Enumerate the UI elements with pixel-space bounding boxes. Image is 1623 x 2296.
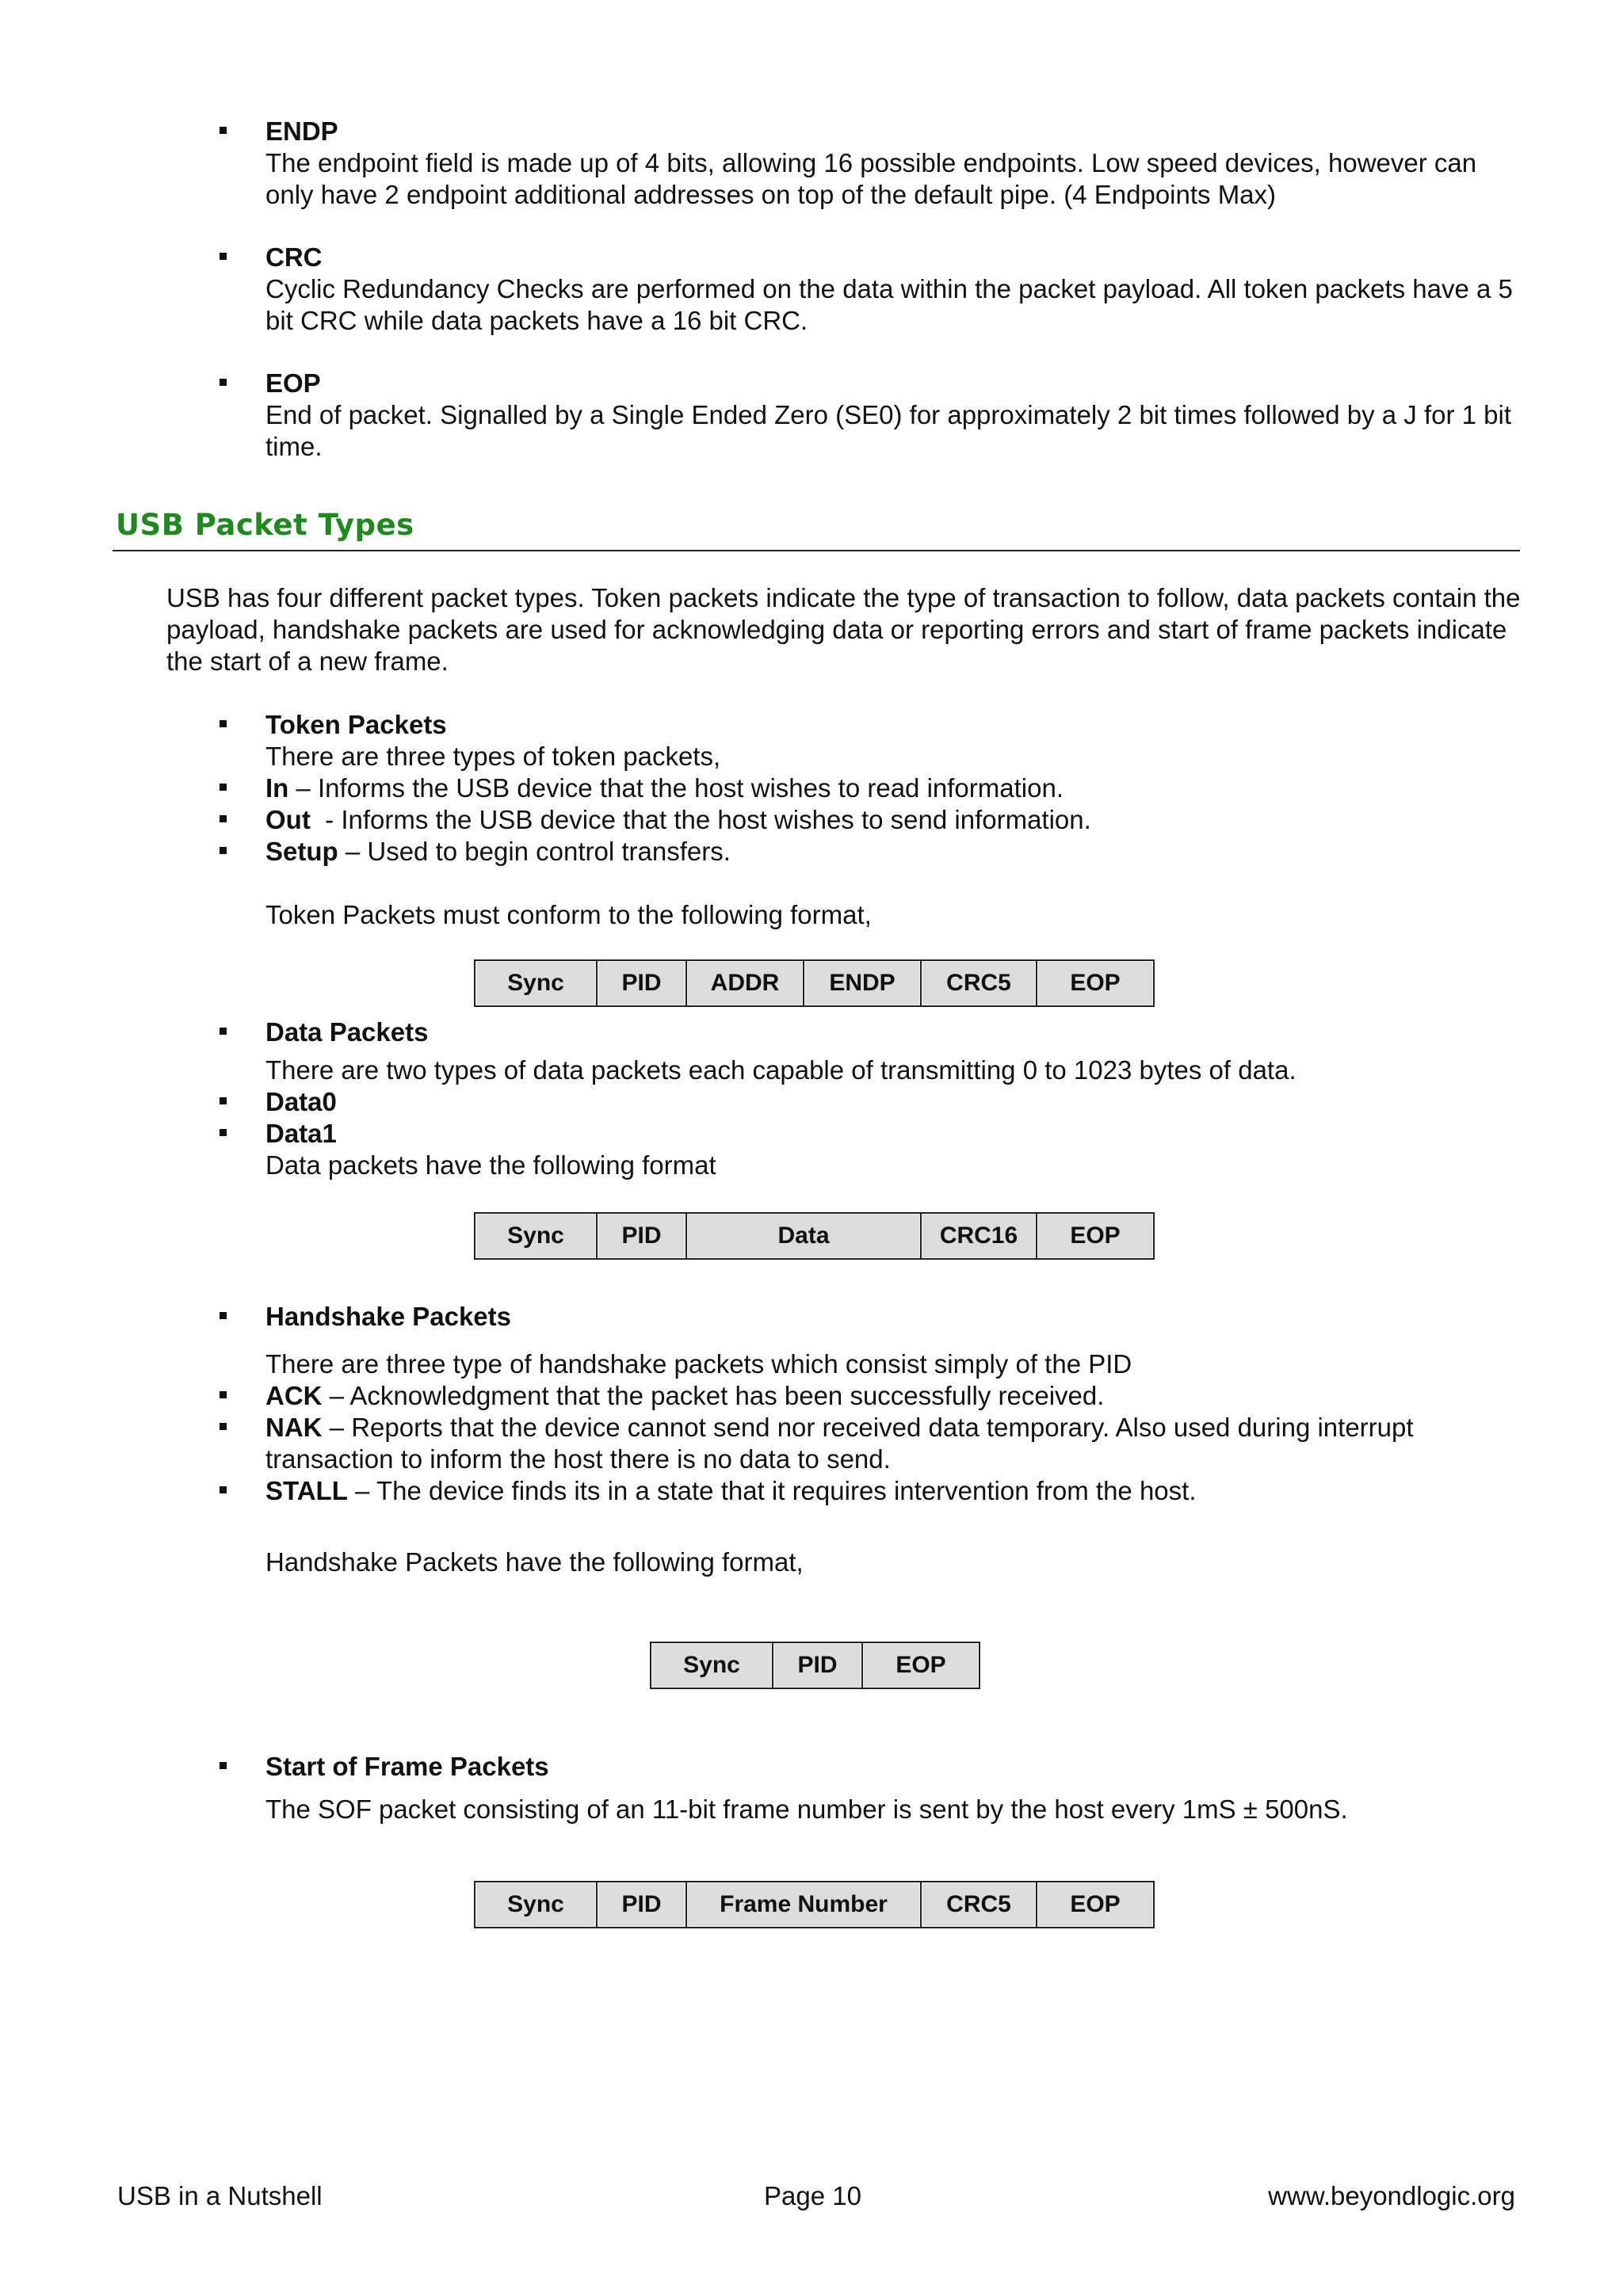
field-cell: EOP <box>1037 960 1154 1006</box>
field-cell: Sync <box>651 1642 773 1688</box>
bullet-icon <box>220 253 227 260</box>
bullet-icon <box>220 1486 227 1493</box>
token-format-text: Token Packets must conform to the following format, <box>265 900 872 929</box>
data-intro: There are two types of data packets each capable of transmitting 0 to 1023 bytes of data. <box>265 1055 1296 1085</box>
handshake-type-stall: STALL <box>265 1476 348 1505</box>
handshake-type-list <box>167 1380 1518 1507</box>
term-eop: EOP <box>265 368 321 398</box>
footer-website: www.beyondlogic.org <box>1268 2181 1515 2210</box>
term-crc: CRC <box>265 242 323 272</box>
handshake-title: Handshake Packets <box>265 1302 512 1331</box>
field-cell: PID <box>597 1213 686 1259</box>
field-cell: PID <box>597 960 686 1006</box>
handshake-packet-format <box>650 1642 980 1689</box>
bullet-icon <box>220 1312 227 1319</box>
token-type-out: Out <box>265 805 311 834</box>
token-type-out-desc: - Informs the USB device that the host wishes to send information. <box>310 805 1091 834</box>
sof-packet-format <box>474 1881 1155 1928</box>
bullet-icon <box>220 847 227 854</box>
token-intro: There are three types of token packets, <box>265 742 721 771</box>
field-cell: PID <box>597 1882 686 1928</box>
bullet-icon <box>220 1097 227 1104</box>
sof-title: Start of Frame Packets <box>265 1752 549 1781</box>
field-cell: CRC5 <box>921 1882 1037 1928</box>
bullet-icon <box>220 1423 227 1430</box>
field-cell: Sync <box>475 1882 597 1928</box>
token-title: Token Packets <box>265 710 447 739</box>
field-cell: Data <box>686 1213 921 1259</box>
term-endp: ENDP <box>265 116 338 146</box>
data-title: Data Packets <box>265 1017 429 1047</box>
list-item <box>167 836 1518 868</box>
token-type-setup: Setup <box>265 837 338 866</box>
bullet-icon <box>220 784 227 791</box>
data-type-data0: Data0 <box>265 1087 337 1116</box>
field-eop <box>265 368 1518 463</box>
field-cell: EOP <box>862 1642 980 1688</box>
desc-endp: The endpoint field is made up of 4 bits, allowing 16 possible endpoints. Low speed devices, however can only have 2 endpoint additional addresses on top of the default pipe. (4 Endpoints Max) <box>265 148 1477 209</box>
desc-eop: End of packet. Signalled by a Single Ended Zero (SE0) for approximately 2 bit times followed by a J for 1 bit time. <box>265 400 1511 461</box>
token-type-in-desc: – Informs the USB device that the host wishes to read information. <box>288 773 1064 803</box>
data-type-data1: Data1 <box>265 1119 337 1148</box>
field-cell: Frame Number <box>686 1882 921 1928</box>
bullet-icon <box>220 1762 227 1769</box>
handshake-intro: There are three type of handshake packets which consist simply of the PID <box>265 1349 1132 1379</box>
handshake-packets <box>265 1301 1518 1578</box>
desc-crc: Cyclic Redundancy Checks are performed on the data within the packet payload. All token packets have a 5 bit CRC while data packets have a 16 bit CRC. <box>265 274 1513 335</box>
section-intro: USB has four different packet types. Token packets indicate the type of transaction to follow, data packets contain the payload, handshake packets are used for acknowledging data or reporting errors and start of frame packets indicate the start of a new frame. <box>166 583 1521 676</box>
token-type-setup-desc: – Used to begin control transfers. <box>338 837 731 866</box>
sof-intro: The SOF packet consisting of an 11-bit frame number is sent by the host every 1mS ± 500nS. <box>265 1794 1348 1824</box>
bullet-icon <box>220 815 227 822</box>
field-cell: ADDR <box>686 960 804 1006</box>
field-cell: EOP <box>1037 1882 1154 1928</box>
token-type-in: In <box>265 773 289 803</box>
field-cell: PID <box>773 1642 862 1688</box>
handshake-type-ack-desc: – Acknowledgment that the packet has been successfully received. <box>322 1381 1105 1410</box>
bullet-icon <box>220 720 227 727</box>
token-type-list <box>167 772 1518 868</box>
section-heading: USB Packet Types <box>116 508 414 542</box>
list-item <box>167 1380 1518 1412</box>
field-crc <box>265 242 1518 337</box>
list-item <box>167 1118 1518 1150</box>
handshake-format-text: Handshake Packets have the following format, <box>265 1547 804 1577</box>
handshake-type-nak: NAK <box>265 1413 323 1442</box>
data-packets <box>265 1016 1518 1181</box>
data-format-text: Data packets have the following format <box>265 1150 716 1180</box>
token-packet-format <box>474 959 1155 1007</box>
handshake-type-ack: ACK <box>265 1381 323 1410</box>
bullet-icon <box>220 127 227 134</box>
data-packet-format <box>474 1212 1155 1260</box>
list-item <box>167 804 1518 836</box>
list-item <box>167 1086 1518 1118</box>
list-item <box>167 1475 1518 1507</box>
handshake-type-nak-desc: – Reports that the device cannot send nor received data temporary. Also used during interrupt transaction to inform the host there is no data to send. <box>265 1413 1414 1474</box>
handshake-type-stall-desc: – The device finds its in a state that it requires intervention from the host. <box>347 1476 1197 1505</box>
bullet-icon <box>220 1129 227 1136</box>
field-cell: CRC5 <box>921 960 1037 1006</box>
sof-packets <box>265 1751 1518 1825</box>
field-cell: EOP <box>1037 1213 1154 1259</box>
bullet-icon <box>220 1391 227 1398</box>
field-cell: Sync <box>475 960 597 1006</box>
field-endp <box>265 116 1518 211</box>
page-number: Page 10 <box>764 2181 861 2210</box>
bullet-icon <box>220 1028 227 1035</box>
data-type-list <box>167 1086 1518 1150</box>
field-cell: Sync <box>475 1213 597 1259</box>
section-divider <box>113 550 1520 551</box>
list-item <box>167 772 1518 804</box>
field-cell: ENDP <box>804 960 921 1006</box>
footer-title: USB in a Nutshell <box>117 2181 323 2210</box>
list-item <box>167 1412 1518 1475</box>
field-cell: CRC16 <box>921 1213 1037 1259</box>
bullet-icon <box>220 379 227 386</box>
token-packets <box>265 709 1518 931</box>
